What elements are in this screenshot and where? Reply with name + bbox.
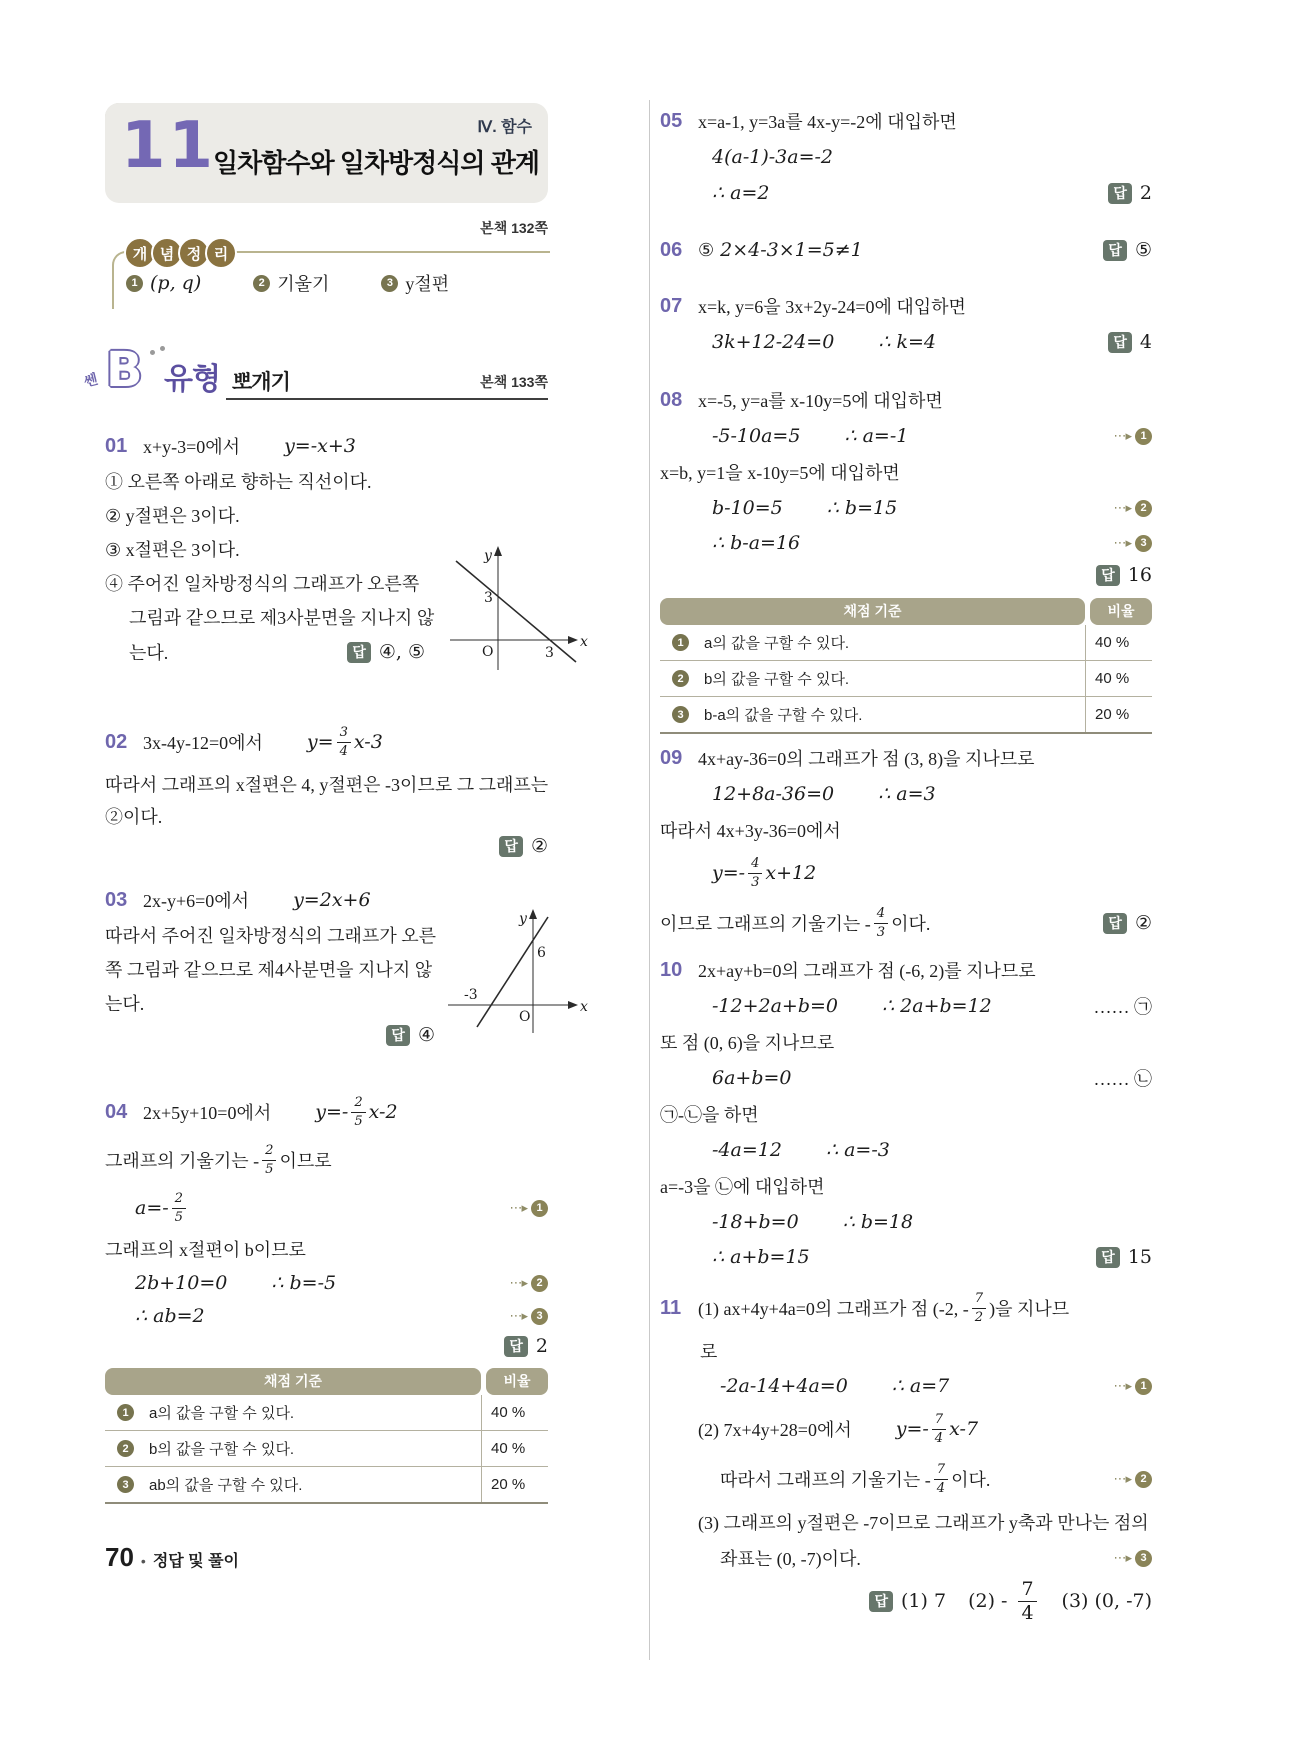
answer-line	[660, 560, 1152, 590]
y-axis-label: y	[484, 548, 492, 564]
solution-line: ∴ ab=2 ⋯▸ 3	[105, 1300, 548, 1332]
chapter-title: 일차함수와 일차방정식의 관계	[213, 148, 539, 178]
solution-line: 03 2x-y+6=0에서 y=2x+6	[105, 888, 371, 911]
x-axis-label: x	[580, 634, 588, 650]
dashed-arrow-icon: ⋯▸	[1113, 1471, 1131, 1487]
answer-badge: 답	[1108, 183, 1132, 204]
column-divider	[649, 100, 650, 1660]
circled-number-icon: 2	[253, 275, 270, 292]
step-marker-1	[1113, 428, 1152, 445]
dashed-arrow-icon: ⋯▸	[1113, 428, 1131, 444]
answer-badge: 답	[869, 1591, 893, 1612]
footer-title: 정답 및 풀이	[152, 1553, 239, 1570]
solution-line: 그래프의 x절편이 b이므로	[105, 1240, 306, 1260]
solution-line: b-10=5 ∴ b=15 ⋯▸ 2	[660, 490, 1152, 526]
option-4-cont: 그림과 같으므로 제3사분면을 지나지 않	[129, 608, 435, 628]
concept-item: 3 y절편	[381, 270, 449, 296]
answer: 답 ⑤	[1103, 239, 1152, 261]
solution-line: 4(a-1)-3a=-2	[712, 146, 834, 168]
ssen-logo: 쎈	[82, 370, 100, 390]
fraction: $\frac{3}{4}$	[337, 726, 351, 757]
dashed-arrow-icon: ⋯▸	[1113, 500, 1131, 516]
step-1-icon: 1	[1135, 1378, 1152, 1395]
graph-problem-01	[438, 542, 593, 682]
fraction: $\frac{7}{4}$	[1018, 1580, 1036, 1623]
solution-line: -4a=12 ∴ a=-3	[712, 1139, 890, 1161]
option-2: ② y절편은 3이다.	[105, 506, 240, 526]
answer-line	[105, 1020, 435, 1050]
y-axis-label: y	[519, 911, 527, 927]
circled-number-icon: 3	[117, 1476, 134, 1493]
concept-badge	[124, 237, 237, 269]
fraction: $\frac{7}{4}$	[934, 1463, 948, 1494]
solution-line: 따라서 주어진 일차방정식의 그래프가 오른	[105, 926, 436, 946]
step-marker-1	[1113, 1378, 1152, 1395]
answer: 답 (1) 7 (2) - $\frac{7}{4}$ (3) (0, -7)	[869, 1580, 1152, 1623]
answer: 답 ②	[1103, 912, 1152, 934]
answer-line: ∴ a=2 답 2	[712, 182, 1152, 204]
problem-08	[660, 382, 1152, 590]
equation-tag: …… ㉡	[1093, 1069, 1152, 1089]
answer-line: ∴ a+b=15 답 15	[712, 1246, 1152, 1268]
y-intercept-label: 3	[484, 590, 493, 606]
dashed-arrow-icon: ⋯▸	[509, 1308, 527, 1324]
answer-badge: 답	[1096, 565, 1120, 586]
table-row: 1 a의 값을 구할 수 있다. 40 %	[105, 1395, 548, 1431]
solution-line: 는다.	[105, 994, 145, 1014]
unit-label: Ⅳ. 함수	[477, 119, 532, 136]
answer: 답 2	[504, 1335, 548, 1357]
solution-line: 10 2x+ay+b=0의 그래프가 점 (-6, 2)를 지나므로	[660, 958, 1036, 981]
problem-06	[660, 232, 1152, 268]
solution-line: a=- $\frac{2}{5}$ ⋯▸ 1	[105, 1184, 548, 1232]
concept-item: 1 (p, q)	[126, 270, 201, 296]
answer-line: 이므로 그래프의 기울기는 - $\frac{4}{3}$ 이다. 답 ②	[660, 906, 1152, 940]
answer-badge: 답	[1103, 913, 1127, 934]
problem-07	[660, 288, 1152, 360]
answer: 답 4	[1108, 331, 1152, 353]
ratio-header: 비율	[1090, 598, 1152, 625]
solution-line: 로	[700, 1342, 718, 1362]
step-marker-3	[509, 1308, 548, 1325]
solution-line: 쪽 그림과 같으므로 제4사분면을 지나지 않	[105, 960, 433, 980]
step-marker-2	[1113, 1471, 1152, 1488]
circled-number-icon: 2	[672, 670, 689, 687]
grading-table-header	[105, 1368, 548, 1395]
dashed-arrow-icon: ⋯▸	[1113, 1550, 1131, 1566]
x-intercept-label: 3	[545, 645, 554, 661]
concept-items	[126, 270, 449, 296]
step-2-icon: 2	[531, 1275, 548, 1292]
answer-badge: 답	[499, 836, 523, 857]
table-row: 3 b-a의 값을 구할 수 있다. 20 %	[660, 697, 1152, 734]
circled-number-icon: 1	[126, 275, 143, 292]
solution-line: 12+8a-36=0 ∴ a=3	[712, 783, 936, 805]
fraction: $\frac{2}{5}$	[172, 1192, 186, 1223]
y-intercept-label: 6	[537, 945, 546, 961]
solution-line: 따라서 그래프의 x절편은 4, y절편은 -3이므로 그 그래프는	[105, 775, 549, 795]
solution-line: -18+b=0 ∴ b=18	[712, 1211, 914, 1233]
concept-badge-char: 개	[124, 237, 156, 269]
solution-line: 09 4x+ay-36=0의 그래프가 점 (3, 8)을 지나므로	[660, 746, 1035, 769]
answer: 답 15	[1096, 1246, 1152, 1268]
book-ref-concept: 본책 132쪽	[480, 220, 548, 236]
solution-line: y=- $\frac{4}{3}$ x+12	[712, 856, 817, 890]
option-1: ① 오른쪽 아래로 향하는 직선이다.	[105, 472, 372, 492]
solution-line: a=-3을 ㉡에 대입하면	[660, 1177, 825, 1197]
dashed-arrow-icon: ⋯▸	[1113, 535, 1131, 551]
book-ref-section: 본책 133쪽	[480, 374, 548, 390]
table-row: 2 b의 값을 구할 수 있다. 40 %	[660, 661, 1152, 697]
answer: 답 2	[1108, 182, 1152, 204]
page-number: 70	[105, 1542, 134, 1572]
solution-line: 따라서 그래프의 기울기는 - $\frac{7}{4}$ 이다. ⋯▸ 2	[660, 1454, 1152, 1504]
concept-badge-char: 정	[178, 237, 210, 269]
grading-table	[660, 598, 1152, 734]
graph-line	[456, 561, 576, 662]
solution-line: 02 3x-4y-12=0에서 y= $\frac{3}{4}$ x-3	[105, 725, 383, 759]
grading-table	[105, 1368, 548, 1504]
circled-number-icon: 2	[117, 1440, 134, 1457]
graph-problem-03	[438, 905, 593, 1045]
ratio-header: 비율	[486, 1368, 548, 1395]
answer: 답 ②	[499, 835, 548, 857]
chapter-number: 11	[121, 109, 217, 183]
fraction: $\frac{4}{3}$	[748, 857, 762, 888]
table-row: 2 b의 값을 구할 수 있다. 40 %	[105, 1431, 548, 1467]
step-1-icon: 1	[1135, 428, 1152, 445]
solution-line: -12+2a+b=0 ∴ 2a+b=12 …… ㉠	[712, 995, 1152, 1017]
deco-dot-icon	[150, 350, 155, 355]
grading-table-header	[660, 598, 1152, 625]
solution-line: 또 점 (0, 6)을 지나므로	[660, 1033, 835, 1053]
solution-line: 6a+b=0 …… ㉡	[712, 1067, 1152, 1089]
step-marker-1	[509, 1200, 548, 1217]
problem-09	[660, 740, 1152, 948]
solution-line: 좌표는 (0, -7)이다. ⋯▸ 3	[660, 1540, 1152, 1576]
concept-item: 2 기울기	[253, 270, 329, 296]
solution-line: 04 2x+5y+10=0에서 y=- $\frac{2}{5}$ x-2	[105, 1095, 398, 1129]
fraction: $\frac{2}{5}$	[351, 1096, 365, 1127]
answer-line: 는다. 답 ④, ⑤	[129, 641, 425, 663]
answer-badge: 답	[1108, 332, 1132, 353]
circled-number-icon: 3	[672, 706, 689, 723]
step-marker-3	[1113, 1550, 1152, 1567]
solution-line: 그래프의 기울기는 - $\frac{2}{5}$ 이므로	[105, 1143, 332, 1177]
answer: 답 16	[1096, 564, 1152, 586]
solution-line: 따라서 4x+3y-36=0에서	[660, 821, 841, 841]
section-underline	[226, 398, 548, 400]
circled-number-icon: 3	[381, 275, 398, 292]
problem-10	[660, 952, 1152, 1274]
answer-badge: 답	[386, 1025, 410, 1046]
dashed-arrow-icon: ⋯▸	[509, 1200, 527, 1216]
origin-label: O	[482, 644, 494, 660]
problem-02	[105, 716, 548, 860]
answer-badge: 답	[1103, 240, 1127, 261]
circled-number-icon: 1	[117, 1404, 134, 1421]
solution-line: x=b, y=1을 x-10y=5에 대입하면	[660, 463, 900, 483]
problem-11	[660, 1282, 1152, 1626]
graph-axes	[450, 546, 578, 670]
solution-line: -2a-14+4a=0 ∴ a=7 ⋯▸ 1	[660, 1368, 1152, 1404]
step-3-icon: 3	[1135, 535, 1152, 552]
answer-badge: 답	[504, 1336, 528, 1357]
circled-number-icon: 1	[672, 634, 689, 651]
step-1-icon: 1	[531, 1200, 548, 1217]
x-axis-label: x	[580, 999, 588, 1015]
answer-line	[660, 1576, 1152, 1626]
dot-icon: •	[140, 1553, 146, 1569]
step-marker-3	[1113, 535, 1152, 552]
step-marker-2	[509, 1275, 548, 1292]
solution-line: (3) 그래프의 y절편은 -7이므로 그래프가 y축과 만나는 점의	[698, 1513, 1149, 1533]
graph-axes	[448, 909, 578, 1033]
solution-line: -5-10a=5 ∴ a=-1 ⋯▸ 1	[660, 418, 1152, 454]
answer-line: 3k+12-24=0 ∴ k=4 답 4	[712, 331, 1152, 353]
table-row: 3 ab의 값을 구할 수 있다. 20 %	[105, 1467, 548, 1504]
step-marker-2	[1113, 500, 1152, 517]
answer-badge: 답	[1096, 1247, 1120, 1268]
solution-line: 07 x=k, y=6을 3x+2y-24=0에 대입하면	[660, 294, 966, 317]
solution-line: 01 x+y-3=0에서 y=-x+3	[105, 434, 356, 457]
section-header	[82, 342, 548, 400]
answer-badge: 답	[347, 642, 371, 663]
answer: 답 ④, ⑤	[347, 641, 425, 663]
answer: 답 ④	[386, 1024, 435, 1046]
answer-line	[105, 1332, 548, 1360]
fraction: $\frac{4}{3}$	[874, 907, 888, 938]
dashed-arrow-icon: ⋯▸	[1113, 1378, 1131, 1394]
dashed-arrow-icon: ⋯▸	[509, 1275, 527, 1291]
solution-line: 08 x=-5, y=a를 x-10y=5에 대입하면	[660, 388, 943, 411]
fraction: $\frac{7}{4}$	[932, 1413, 946, 1444]
equation-tag: …… ㉠	[1093, 997, 1152, 1017]
step-2-icon: 2	[1135, 500, 1152, 517]
step-3-icon: 3	[1135, 1550, 1152, 1567]
concept-badge-char: 념	[151, 237, 183, 269]
page-footer	[105, 1542, 239, 1573]
solution-line: 11 (1) ax+4y+4a=0의 그래프가 점 (-2, - $\frac{7}{2}$ )을 지나므	[660, 1291, 1070, 1325]
solution-line: ∴ b-a=16 ⋯▸ 3	[660, 526, 1152, 560]
solution-line: ②이다.	[105, 807, 163, 827]
answer-line: 06 ⑤ 2×4-3×1=5≠1 답 ⑤	[660, 238, 1152, 261]
option-4: ④ 주어진 일차방정식의 그래프가 오른쪽	[105, 574, 420, 594]
solution-line: (2) 7x+4y+28=0에서 y=- $\frac{7}{4}$ x-7	[698, 1412, 979, 1446]
deco-dot-icon	[160, 346, 165, 351]
step-2-icon: 2	[1135, 1471, 1152, 1488]
b-logo: B	[106, 342, 143, 398]
origin-label: O	[519, 1009, 531, 1025]
section-subtitle: 뽀개기	[232, 371, 290, 394]
answer-line	[105, 832, 548, 860]
section-title: 유형	[164, 363, 220, 396]
criteria-header: 채점 기준	[660, 598, 1085, 625]
concept-badge-char: 리	[205, 237, 237, 269]
option-3: ③ x절편은 3이다.	[105, 540, 240, 560]
fraction: $\frac{7}{2}$	[972, 1292, 986, 1323]
x-intercept-label: -3	[464, 987, 478, 1003]
problem-05	[660, 103, 1152, 211]
graph-line	[477, 917, 548, 1027]
solution-line: 05 x=a-1, y=3a를 4x-y=-2에 대입하면	[660, 109, 957, 132]
solution-line: ㉠-㉡을 하면	[660, 1105, 759, 1125]
criteria-header: 채점 기준	[105, 1368, 481, 1395]
fraction: $\frac{2}{5}$	[262, 1144, 276, 1175]
step-3-icon: 3	[531, 1308, 548, 1325]
problem-04	[105, 1088, 548, 1360]
chapter-box	[105, 103, 548, 203]
solution-line: 2b+10=0 ∴ b=-5 ⋯▸ 2	[105, 1266, 548, 1300]
table-row: 1 a의 값을 구할 수 있다. 40 %	[660, 625, 1152, 661]
